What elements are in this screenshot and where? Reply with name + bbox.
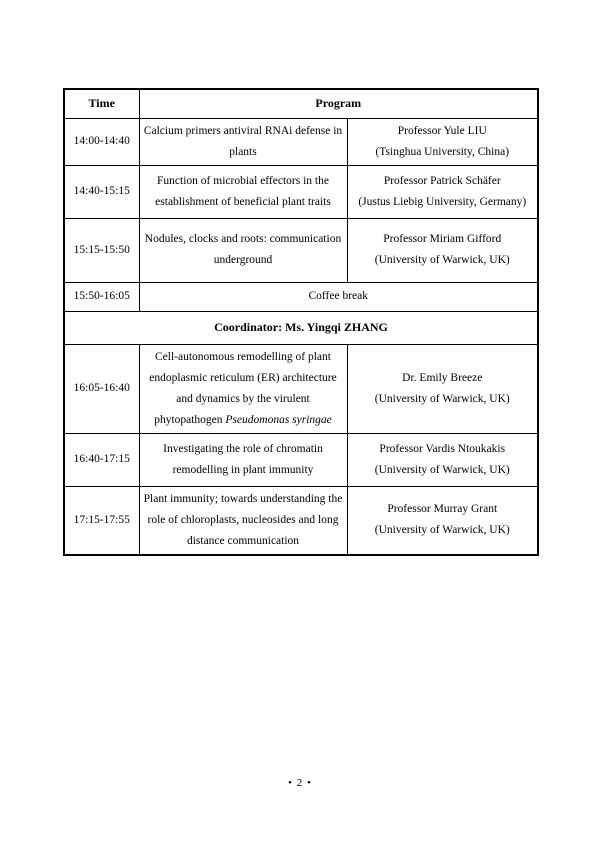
session-row xyxy=(64,486,538,555)
speaker-cell xyxy=(347,165,538,218)
coordinator-row xyxy=(64,311,538,344)
session-title-cell: Function of microbial effectors in the establishment of beneficial plant traits xyxy=(139,165,347,218)
coordinator-cell: Coordinator: Ms. Yingqi ZHANG xyxy=(64,311,538,344)
speaker-cell xyxy=(347,344,538,433)
coffee-break-cell: Coffee break xyxy=(139,282,538,311)
session-row xyxy=(64,218,538,282)
time-cell: 15:15-15:50 xyxy=(64,218,139,282)
speaker-cell xyxy=(347,486,538,555)
time-cell: 14:40-15:15 xyxy=(64,165,139,218)
speaker-affiliation: (University of Warwick, UK) xyxy=(374,524,510,536)
speaker-name: Professor Miriam Gifford xyxy=(383,233,502,245)
time-column-header: Time xyxy=(64,89,139,118)
session-title-cell: Investigating the role of chromatin remodelling in plant immunity xyxy=(139,433,347,486)
page-number: • 2 • xyxy=(288,777,312,789)
speaker-affiliation: (University of Warwick, UK) xyxy=(374,254,510,266)
time-cell: 16:40-17:15 xyxy=(64,433,139,486)
speaker-cell xyxy=(347,433,538,486)
speaker-name: Professor Yule LIU xyxy=(397,124,487,137)
session-row xyxy=(64,165,538,218)
session-title-cell: Nodules, clocks and roots: communication underground xyxy=(139,218,347,282)
session-title-cell: Plant immunity; towards understanding the role of chloroplasts, nucleosides and long distance communication xyxy=(139,486,347,555)
speaker-affiliation: (University of Warwick, UK) xyxy=(374,392,510,405)
speaker-name: Professor Murray Grant xyxy=(387,503,498,515)
session-title-cell: Calcium primers antiviral RNAi defense in plants xyxy=(139,118,347,165)
speaker-cell xyxy=(347,118,538,165)
table-header-row xyxy=(64,89,538,118)
time-cell: 17:15-17:55 xyxy=(64,486,139,555)
session-row xyxy=(64,118,538,165)
time-cell: 16:05-16:40 xyxy=(64,344,139,433)
speaker-affiliation: (Tsinghua University, China) xyxy=(375,145,510,158)
speaker-name: Professor Patrick Schäfer xyxy=(383,174,501,187)
speaker-cell xyxy=(347,218,538,282)
speaker-name: Professor Vardis Ntoukakis xyxy=(379,442,506,455)
program-column-header: Program xyxy=(139,89,538,118)
program-table xyxy=(63,88,539,556)
speaker-name: Dr. Emily Breeze xyxy=(402,371,483,384)
time-cell: 15:50-16:05 xyxy=(64,282,139,311)
session-title-cell: Cell-autonomous remodelling of plant endoplasmic reticulum (ER) architecture and dynamics by the virulent phytopathogen Pseudomonas syringae xyxy=(139,344,347,433)
session-row xyxy=(64,344,538,433)
time-cell: 14:00-14:40 xyxy=(64,118,139,165)
speaker-affiliation: (Justus Liebig University, Germany) xyxy=(358,195,527,208)
session-row xyxy=(64,433,538,486)
speaker-affiliation: (University of Warwick, UK) xyxy=(374,463,510,476)
coffee-break-row xyxy=(64,282,538,311)
